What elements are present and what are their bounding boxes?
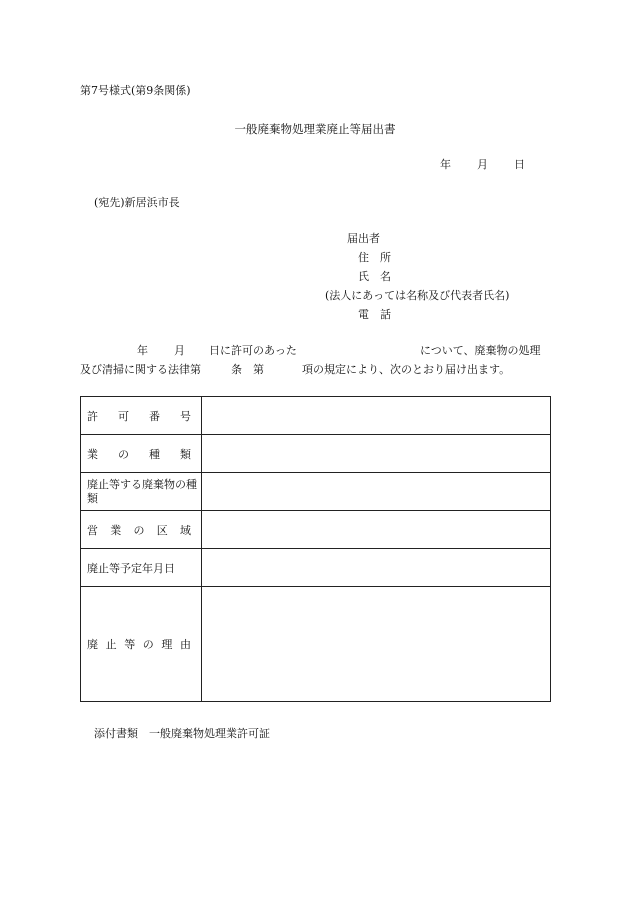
label-char: 域 bbox=[180, 523, 191, 537]
address-label: 住 所 bbox=[358, 251, 391, 264]
label-char: 等 bbox=[124, 638, 136, 651]
label-char: 止 bbox=[105, 638, 117, 651]
waste-type-field[interactable] bbox=[202, 473, 551, 511]
addressee: (宛先)新居浜市長 bbox=[94, 196, 180, 209]
table-row-waste-type bbox=[81, 473, 551, 511]
table-row-permit-number bbox=[81, 397, 551, 435]
waste-type-label bbox=[81, 473, 202, 511]
table-row-planned-date bbox=[81, 549, 551, 587]
planned-date-field[interactable] bbox=[202, 549, 551, 587]
statement-article: 条 第 bbox=[231, 363, 264, 376]
planned-date-label bbox=[81, 549, 202, 587]
label-char: 理 bbox=[161, 638, 173, 651]
permit-number-label bbox=[81, 397, 202, 435]
waste-type-text: 廃止等する廃棄物の種類 bbox=[87, 477, 197, 505]
notification-table bbox=[80, 396, 551, 702]
attachment-note: 添付書類 一般廃棄物処理業許可証 bbox=[94, 727, 270, 740]
label-char: の bbox=[118, 447, 129, 461]
table-row-business-type bbox=[81, 435, 551, 473]
label-char: 類 bbox=[180, 447, 191, 461]
label-char: 可 bbox=[118, 409, 129, 423]
label-char: 業 bbox=[110, 523, 122, 537]
statement-line-1 bbox=[80, 341, 560, 360]
label-char: 営 bbox=[87, 523, 98, 537]
label-char: 区 bbox=[156, 523, 168, 537]
statement-rest: 項の規定により、次のとおり届け出ます。 bbox=[302, 363, 511, 376]
name-label: 氏 名 bbox=[358, 270, 391, 283]
statement-month: 月 bbox=[174, 344, 185, 357]
reason-label bbox=[81, 587, 202, 702]
label-char: 号 bbox=[180, 409, 191, 423]
statement-regarding: について、廃棄物の処理 bbox=[420, 344, 541, 357]
business-type-label bbox=[81, 435, 202, 473]
table-row-reason bbox=[81, 587, 551, 702]
form-number: 第7号様式(第9条関係) bbox=[80, 84, 191, 97]
label-char: 業 bbox=[87, 447, 98, 461]
date-month-label: 月 bbox=[477, 158, 488, 171]
label-char: 由 bbox=[179, 638, 191, 651]
document-title: 一般廃棄物処理業廃止等届出書 bbox=[234, 122, 396, 136]
label-char: の bbox=[142, 638, 154, 651]
statement-permit-date: 日に許可のあった bbox=[209, 344, 297, 357]
business-area-label bbox=[81, 511, 202, 549]
phone-label: 電 話 bbox=[358, 308, 391, 321]
date-day-label: 日 bbox=[514, 158, 525, 171]
date-line bbox=[440, 156, 525, 172]
label-char: 許 bbox=[87, 409, 98, 423]
business-type-field[interactable] bbox=[202, 435, 551, 473]
business-area-field[interactable] bbox=[202, 511, 551, 549]
label-char: 番 bbox=[149, 409, 160, 423]
corporate-note: (法人にあっては名称及び代表者氏名) bbox=[325, 289, 510, 302]
date-year-label: 年 bbox=[440, 158, 451, 171]
statement-paragraph bbox=[80, 341, 560, 379]
reason-field[interactable] bbox=[202, 587, 551, 702]
statement-line-2 bbox=[80, 360, 560, 379]
label-char: 種 bbox=[149, 447, 160, 461]
label-char: の bbox=[133, 523, 145, 537]
planned-date-text: 廃止等予定年月日 bbox=[87, 561, 175, 575]
statement-year: 年 bbox=[137, 344, 148, 357]
table-row-business-area bbox=[81, 511, 551, 549]
applicant-heading: 届出者 bbox=[347, 232, 380, 245]
statement-law: 及び清掃に関する法律第 bbox=[80, 363, 201, 376]
permit-number-field[interactable] bbox=[202, 397, 551, 435]
label-char: 廃 bbox=[87, 638, 98, 651]
